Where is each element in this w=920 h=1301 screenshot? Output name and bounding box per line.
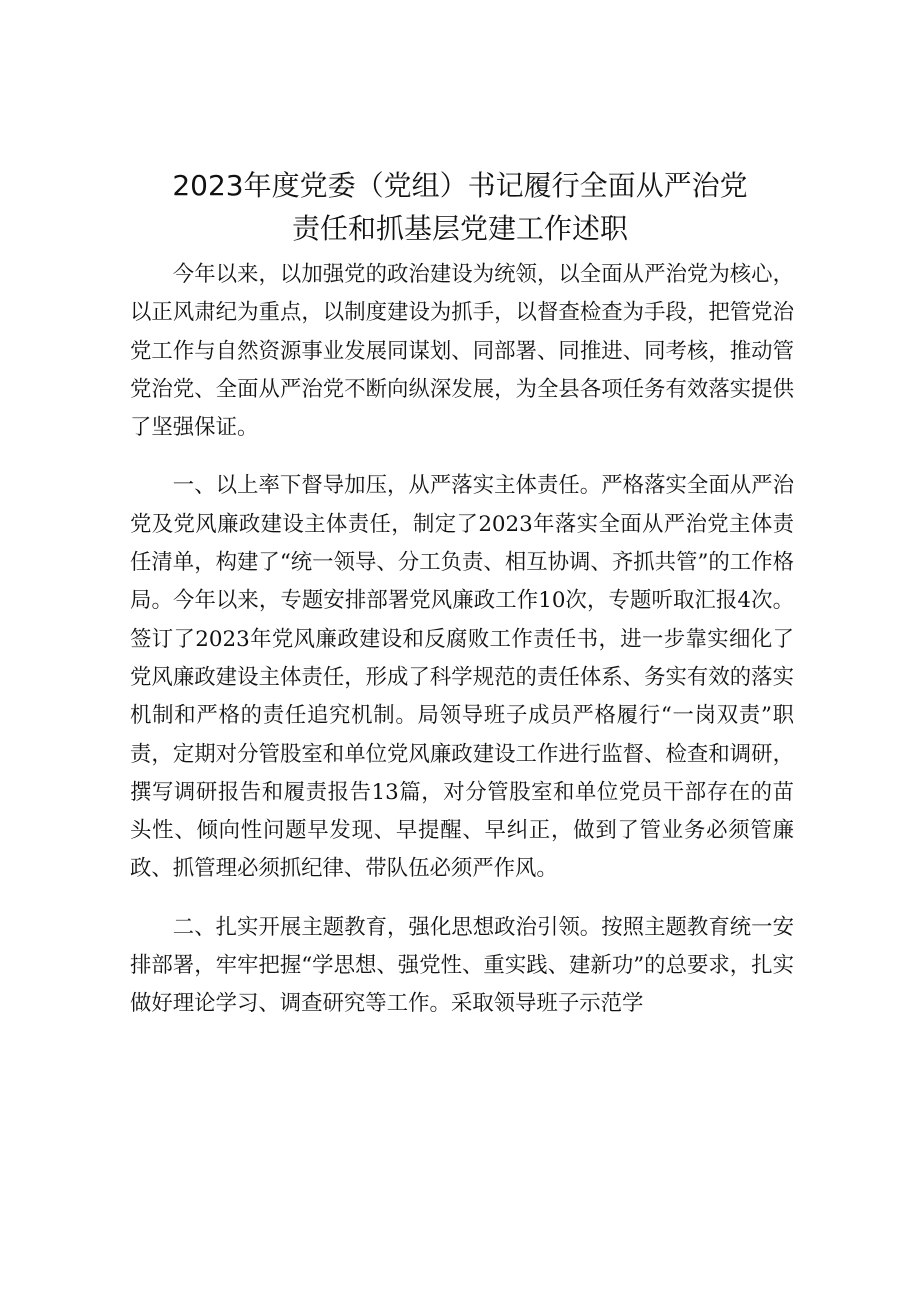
document-body [130, 256, 794, 1024]
title-line-2: 责任和抓基层党建工作述职 [291, 212, 628, 245]
document-title [110, 164, 810, 250]
paragraph-section-1: 一、以上率下督导加压，从严落实主体责任。严格落实全面从严治党及党风廉政建设主体责任，制定了2023年落实全面从严治党主体责任清单，构建了“统一领导、分工负责、相互协调、齐抓共管”的工作格局。今年以来，专题安排部署党风廉政工作10次，专题听取汇报4次。签订了2023年党风廉政建设和反腐败工作责任书，进一步靠实细化了党风廉政建设主体责任，形成了科学规范的责任体系、务实有效的落实机制和严格的责任追究机制。局领导班子成员严格履行“一岗双责”职责，定期对分管股室和单位党风廉政建设工作进行监督、检查和调研，撰写调研报告和履责报告13篇，对分管股室和单位党员干部存在的苗头性、倾向性问题早发现、早提醒、早纠正，做到了管业务必须管廉政、抓管理必须抓纪律、带队伍必须严作风。 [130, 473, 794, 882]
paragraph-section-2: 二、扎实开展主题教育，强化思想政治引领。按照主题教育统一安排部署，牢牢把握“学思想、强党性、重实践、建新功”的总要求，扎实做好理论学习、调查研究等工作。采取领导班子示范学 [130, 914, 794, 1017]
paragraph-intro: 今年以来，以加强党的政治建设为统领，以全面从严治党为核心，以正风肃纪为重点，以制度建设为抓手，以督查检查为手段，把管党治党工作与自然资源事业发展同谋划、同部署、同推进、同考核，推动管党治党、全面从严治党不断向纵深发展，为全县各项任务有效落实提供了坚强保证。 [130, 262, 794, 441]
title-line-1: 2023年度党委（党组）书记履行全面从严治党 [172, 169, 748, 202]
